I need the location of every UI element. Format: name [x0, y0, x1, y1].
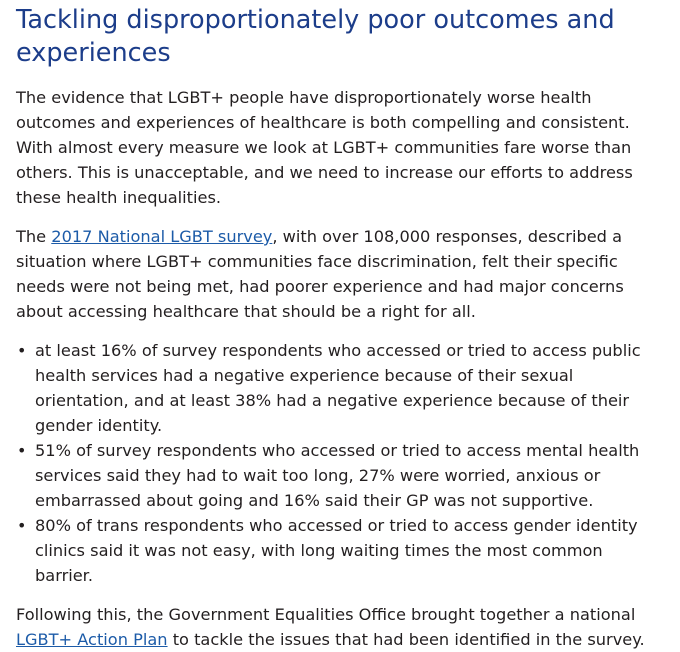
action-plan-text-after: to tackle the issues that had been identified in the survey. — [167, 630, 645, 649]
survey-findings-list — [16, 338, 664, 588]
list-item — [17, 438, 664, 513]
list-item — [17, 338, 664, 438]
survey-paragraph-text-before: The — [16, 227, 52, 246]
bullet-icon: • — [17, 441, 27, 460]
national-lgbt-survey-link[interactable]: 2017 National LGBT survey — [51, 227, 273, 246]
action-plan-paragraph — [16, 602, 664, 652]
list-item-text: 80% of trans respondents who accessed or tried to access gender identity clinics said it was not easy, with long waiting times the most common barrier. — [35, 516, 638, 585]
bullet-icon: • — [17, 516, 27, 535]
section-heading: Tackling disproportionately poor outcomes and experiences — [16, 5, 615, 68]
list-item-text: 51% of survey respondents who accessed or tried to access mental health services said they had to wait too long, 27% were worried, anxious or embarrassed about going and 16% said their GP was not supportive. — [35, 441, 640, 510]
survey-paragraph-text-after: , with over 108,000 responses, described a situation where LGBT+ communities face discrimination, felt their specific needs were not being met, had poorer experience and had major concerns about accessing healthcare that should be a right for all. — [16, 227, 624, 321]
lgbt-action-plan-link[interactable]: LGBT+ Action Plan — [16, 630, 168, 649]
action-plan-text-before: Following this, the Government Equalities Office brought together a national — [16, 605, 636, 624]
intro-paragraph: The evidence that LGBT+ people have disproportionately worse health outcomes and experiences of healthcare is both compelling and consistent. With almost every measure we look at LGBT+ communities fare worse than others. This is unacceptable, and we need to increase our efforts to address these health inequalities. — [16, 88, 633, 207]
list-item-text: at least 16% of survey respondents who accessed or tried to access public health services had a negative experience because of their sexual orientation, and at least 38% had a negative experience because of their gender identity. — [35, 341, 641, 435]
survey-paragraph — [16, 224, 664, 324]
list-item — [17, 513, 664, 588]
bullet-icon: • — [17, 341, 27, 360]
